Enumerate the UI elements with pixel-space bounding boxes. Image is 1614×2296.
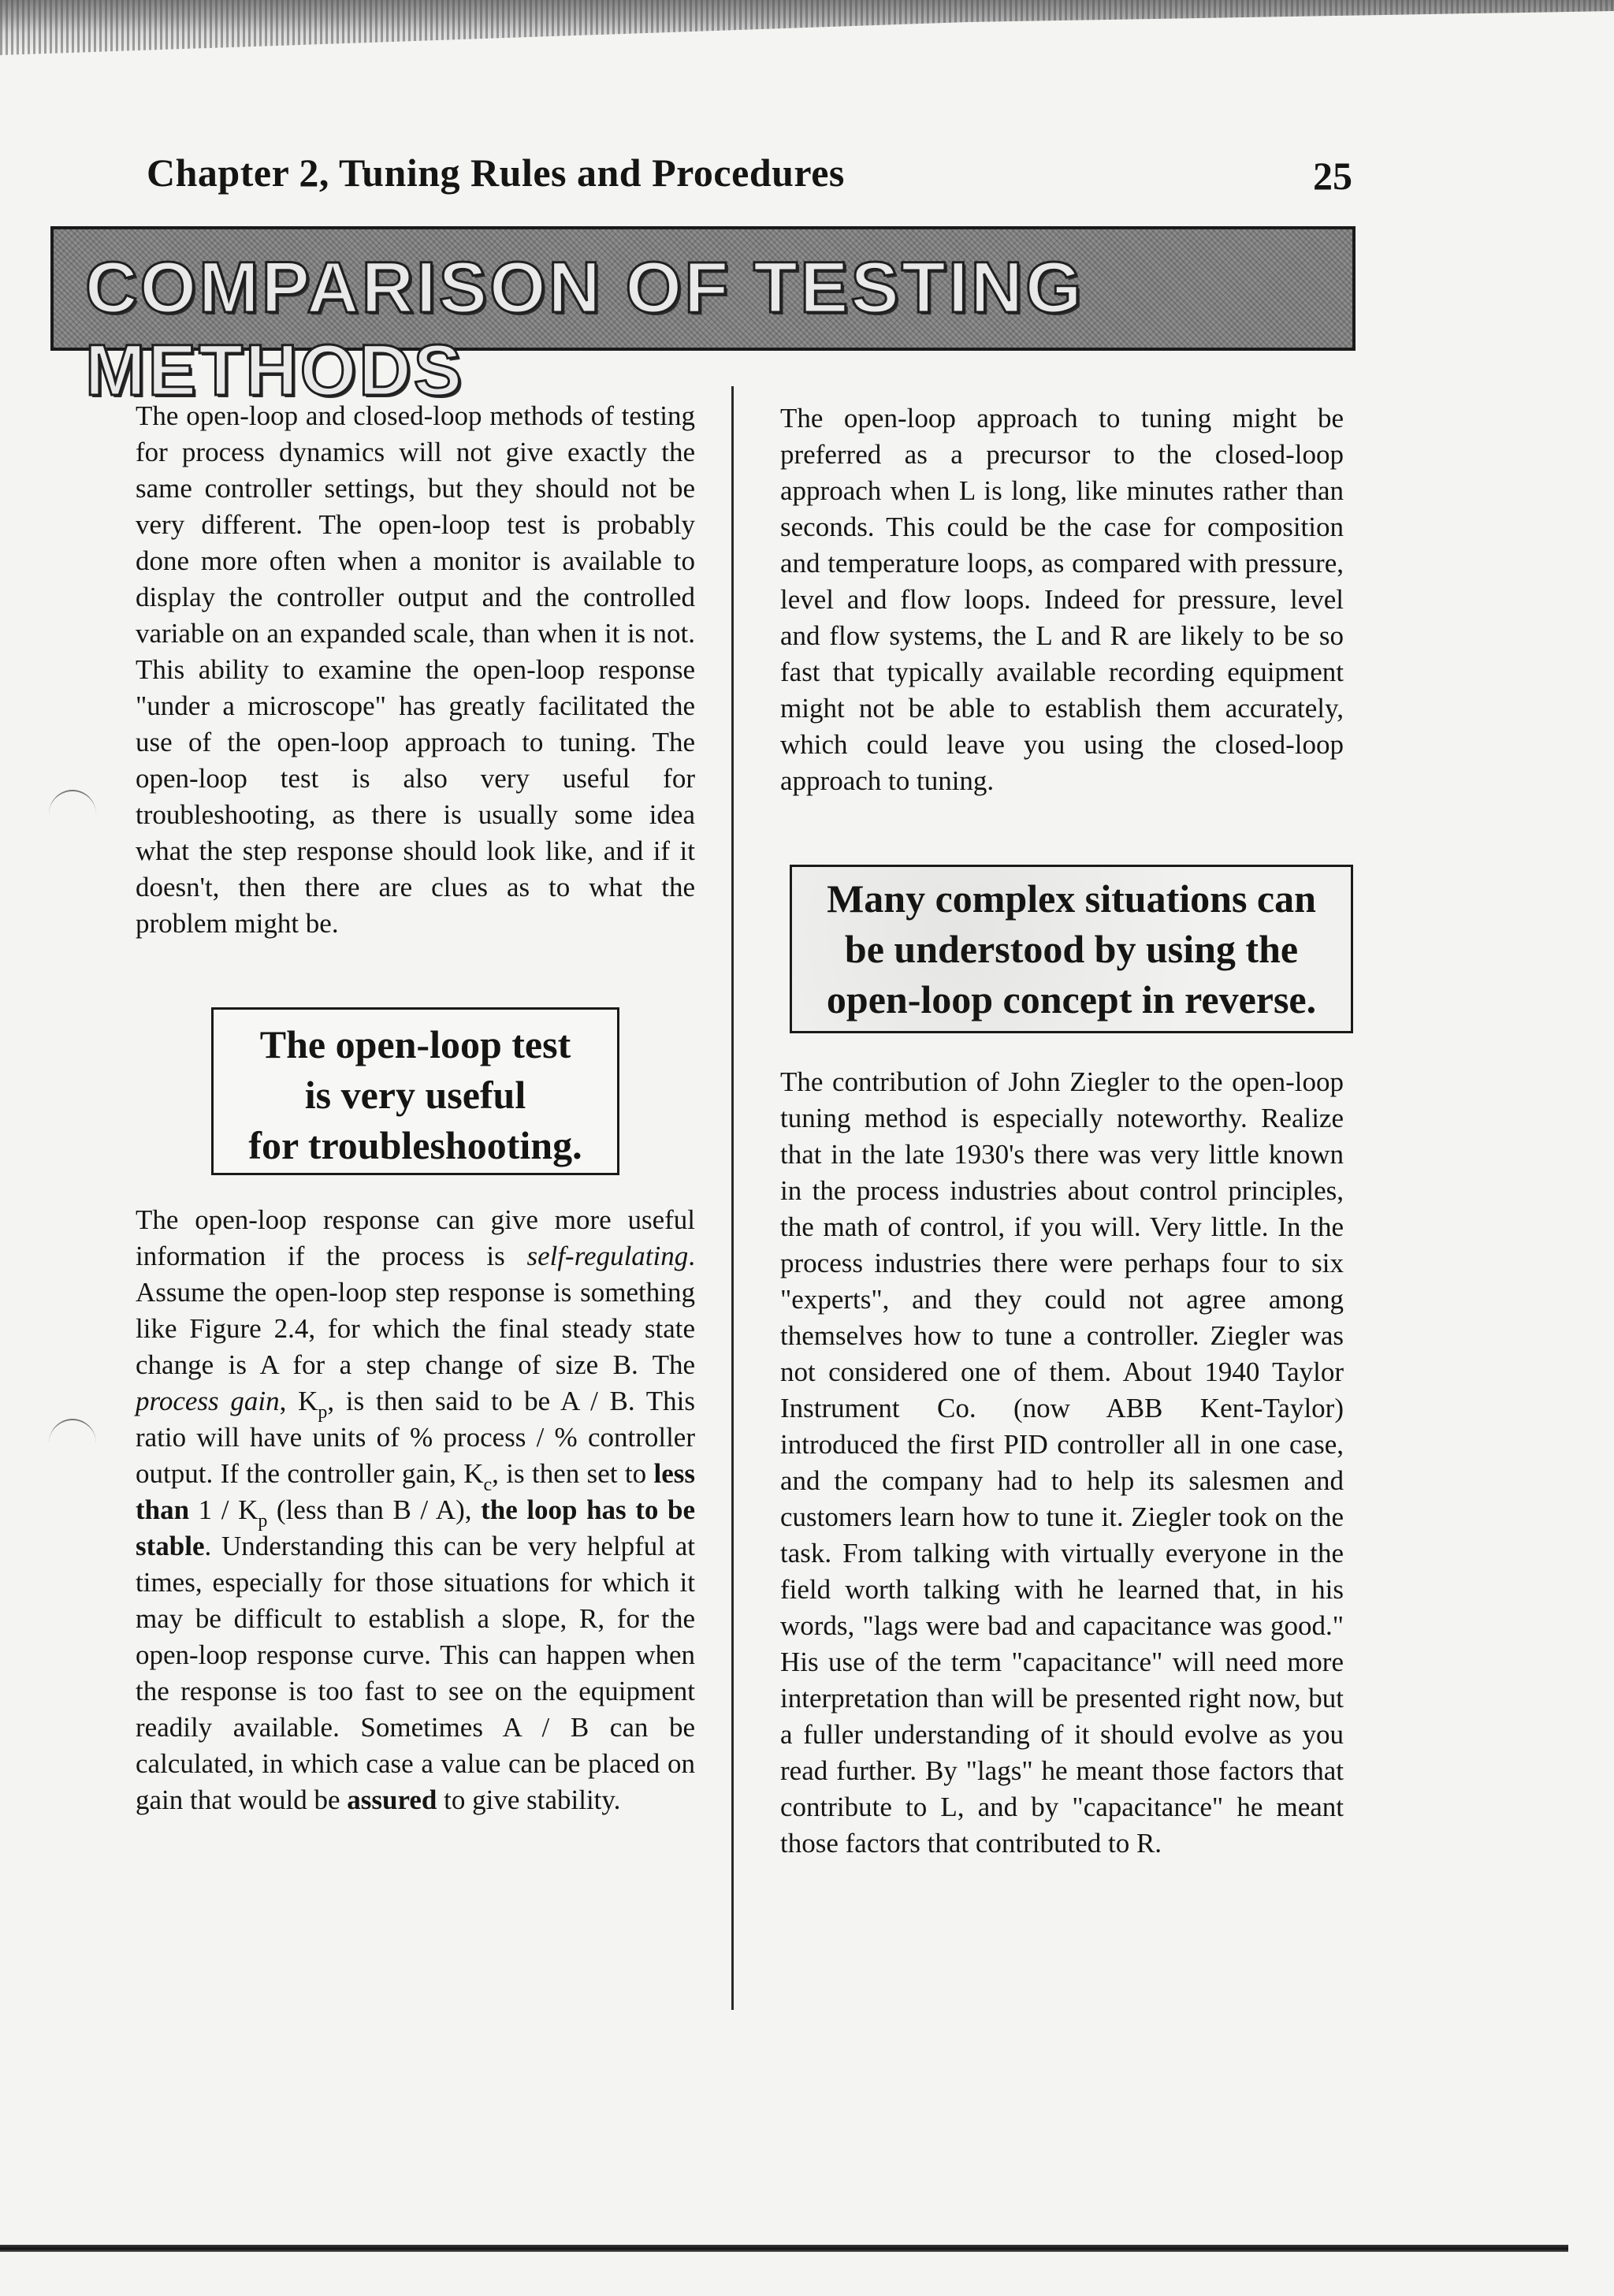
column-divider <box>731 386 734 2010</box>
scan-mark <box>49 1419 96 1468</box>
section-title: COMPARISON OF TESTING METHODS <box>85 247 1084 411</box>
bottom-rule <box>0 2245 1568 2252</box>
section-banner <box>50 226 1356 411</box>
bold-term: less than <box>136 1458 695 1525</box>
right-callout-line-3: open-loop concept in reverse. <box>826 977 1317 1021</box>
right-callout-line-1: Many complex situations can <box>827 876 1316 921</box>
text-run: (less than B / A), <box>267 1494 482 1525</box>
right-paragraph-1: The open-loop approach to tuning might be preferred as a precursor to the closed-loop approach when L is long, like minutes rather than seconds. This could be the case for composition and temperature loops, as compared with pressure, level and flow loops. Indeed for pressure, level and flow systems, the L and R are likely to be so fast that typically available recording equipment might not be able to establish them accurately, which could leave you using the closed-loop approach to tuning. <box>780 403 1344 796</box>
text-run: , K <box>279 1386 318 1416</box>
left-paragraph-2 <box>136 1202 695 1818</box>
italic-term: self-regulating <box>526 1241 689 1271</box>
subscript: p <box>258 1511 268 1531</box>
left-callout-line-3: for troubleshooting. <box>248 1123 582 1167</box>
left-paragraph-1: The open-loop and closed-loop methods of testing for process dynamics will not give exactly the same controller settings, but they should not be very different. The open-loop test is probably done more often when a monitor is available to display the controller output and the controlled variable on an expanded scale, than when it is not. This ability to examine the open-loop response "under a microscope" has greatly facilitated the use of the open-loop approach to tuning. The open-loop test is also very useful for troubleshooting, as there is usually some idea what the step response should look like, and if it doesn't, then there are clues as to what the problem might be. <box>136 400 695 939</box>
page-number: 25 <box>1313 154 1352 198</box>
text-run: , is then set to <box>492 1458 654 1489</box>
bold-term: the loop has to be stable <box>136 1494 695 1561</box>
bold-term: assured <box>347 1784 437 1815</box>
left-callout-line-2: is very useful <box>304 1073 526 1117</box>
text-run: The open-loop response can give more useful information if the process is <box>136 1204 695 1271</box>
text-run: , is then said to be A / B. This ratio will have units of % process / % controller output. If the controller gain, K <box>136 1386 695 1489</box>
text-run: . Understanding this can be very helpful at times, especially for those situations for which it may be difficult to establish a slope, R, for the open-loop response curve. This can happen when the response is too fast to see on the equipment readily available. Sometimes A / B can be calculated, in which case a value can be placed on gain that would be <box>136 1531 695 1815</box>
left-callout-box <box>211 1007 619 1175</box>
left-callout-line-1: The open-loop test <box>259 1022 571 1066</box>
scan-edge-artifact <box>0 0 1614 55</box>
right-callout-line-2: be understood by using the <box>844 927 1299 971</box>
left-column-lower <box>136 1202 695 1818</box>
text-run: . Assume the open-loop step response is something like Figure 2.4, for which the final steady state change is A for a step change of size B. The <box>136 1241 695 1380</box>
right-column <box>780 400 1344 799</box>
right-paragraph-2: The contribution of John Ziegler to the open-loop tuning method is especially noteworthy. Realize that in the late 1930's there was very little known in the process industries about control principles, the math of control, if you will. Very little. In the process industries there were perhaps four to six "experts", and they could not agree among themselves how to tune a controller. Ziegler was not considered one of them. About 1940 Taylor Instrument Co. (now ABB Kent-Taylor) introduced the first PID controller all in one case, and the company had to help its salesmen and customers learn how to tune it. Ziegler took on the task. From talking with virtually everyone in the field worth talking with he learned that, in his words, "lags were bad and capacitance was good." His use of the term "capacitance" will need more interpretation than will be presented right now, but a fuller understanding of it should evolve as you read further. By "lags" he meant those factors that contribute to L, and by "capacitance" he meant those factors that contributed to R. <box>780 1066 1344 1859</box>
right-callout-box <box>790 865 1353 1033</box>
subscript: c <box>483 1475 493 1495</box>
text-run: 1 / K <box>189 1494 258 1525</box>
chapter-title: Chapter 2, Tuning Rules and Procedures <box>147 151 845 195</box>
text-run: to give stability. <box>437 1784 621 1815</box>
running-header <box>147 150 1352 205</box>
italic-term: process gain <box>136 1386 280 1416</box>
scan-mark <box>49 790 96 839</box>
subscript: p <box>318 1402 328 1423</box>
left-column <box>136 398 695 942</box>
right-column-lower <box>780 1064 1344 1862</box>
